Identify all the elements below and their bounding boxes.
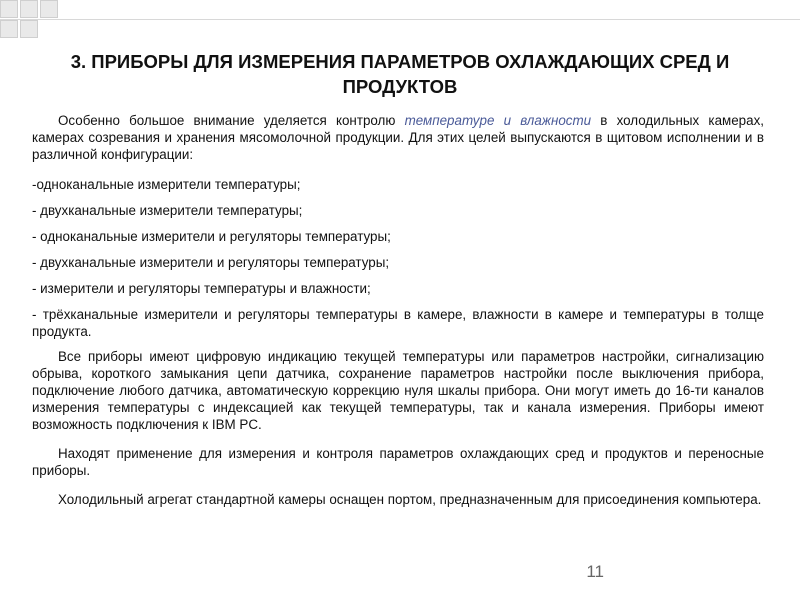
square-decoration [20,0,38,18]
intro-paragraph [32,112,764,163]
list-item: - двухканальные измерители и регуляторы температуры; [32,255,390,270]
page-number: 11 [586,562,604,581]
list-item: - двухканальные измерители температуры; [32,203,303,218]
decorative-squares [0,0,800,40]
intro-text-before: Особенно большое внимание уделяется контролю [58,113,405,128]
intro-emphasis: температуре и влажности [404,113,592,128]
square-decoration [0,20,18,38]
paragraph: Холодильный агрегат стандартной камеры оснащен портом, предназначенным для присоединения компьютера. [58,492,762,507]
paragraph: Все приборы имеют цифровую индикацию текущей температуры или параметров настройки, сигнализацию обрыва, короткого замыкания цепи датчика, сохранение параметров настройки после выключения прибора, подключение любого датчика, автоматическую коррекцию нуля шкалы прибора. Они могут иметь до 16-ти каналов измерения температуры с индексацией как текущей температуры, так и канала измерения. Приборы имеют возможность подключения к IBM PC. [32,349,764,432]
list-item: - одноканальные измерители и регуляторы температуры; [32,229,391,244]
square-decoration [20,20,38,38]
list-item: -одноканальные измерители температуры; [32,177,301,192]
list-item: - измерители и регуляторы температуры и влажности; [32,281,371,296]
square-decoration [40,0,58,18]
header-divider [0,19,800,20]
page-title: 3. ПРИБОРЫ ДЛЯ ИЗМЕРЕНИЯ ПАРАМЕТРОВ ОХЛАЖДАЮЩИХ СРЕД И ПРОДУКТОВ [70,51,730,97]
square-decoration [0,0,18,18]
content-body [32,112,764,520]
list-item: - трёхканальные измерители и регуляторы температуры в камере, влажности в камере и температуры в толще продукта. [32,307,764,339]
intro-text-after: в холодильных камерах, камерах созревания и хранения мясомолочной продукции. Для этих целей выпускаются в щитовом исполнении и в различной конфигурации: [32,113,764,162]
paragraph: Находят применение для измерения и контроля параметров охлаждающих сред и продуктов и переносные приборы. [32,446,764,478]
